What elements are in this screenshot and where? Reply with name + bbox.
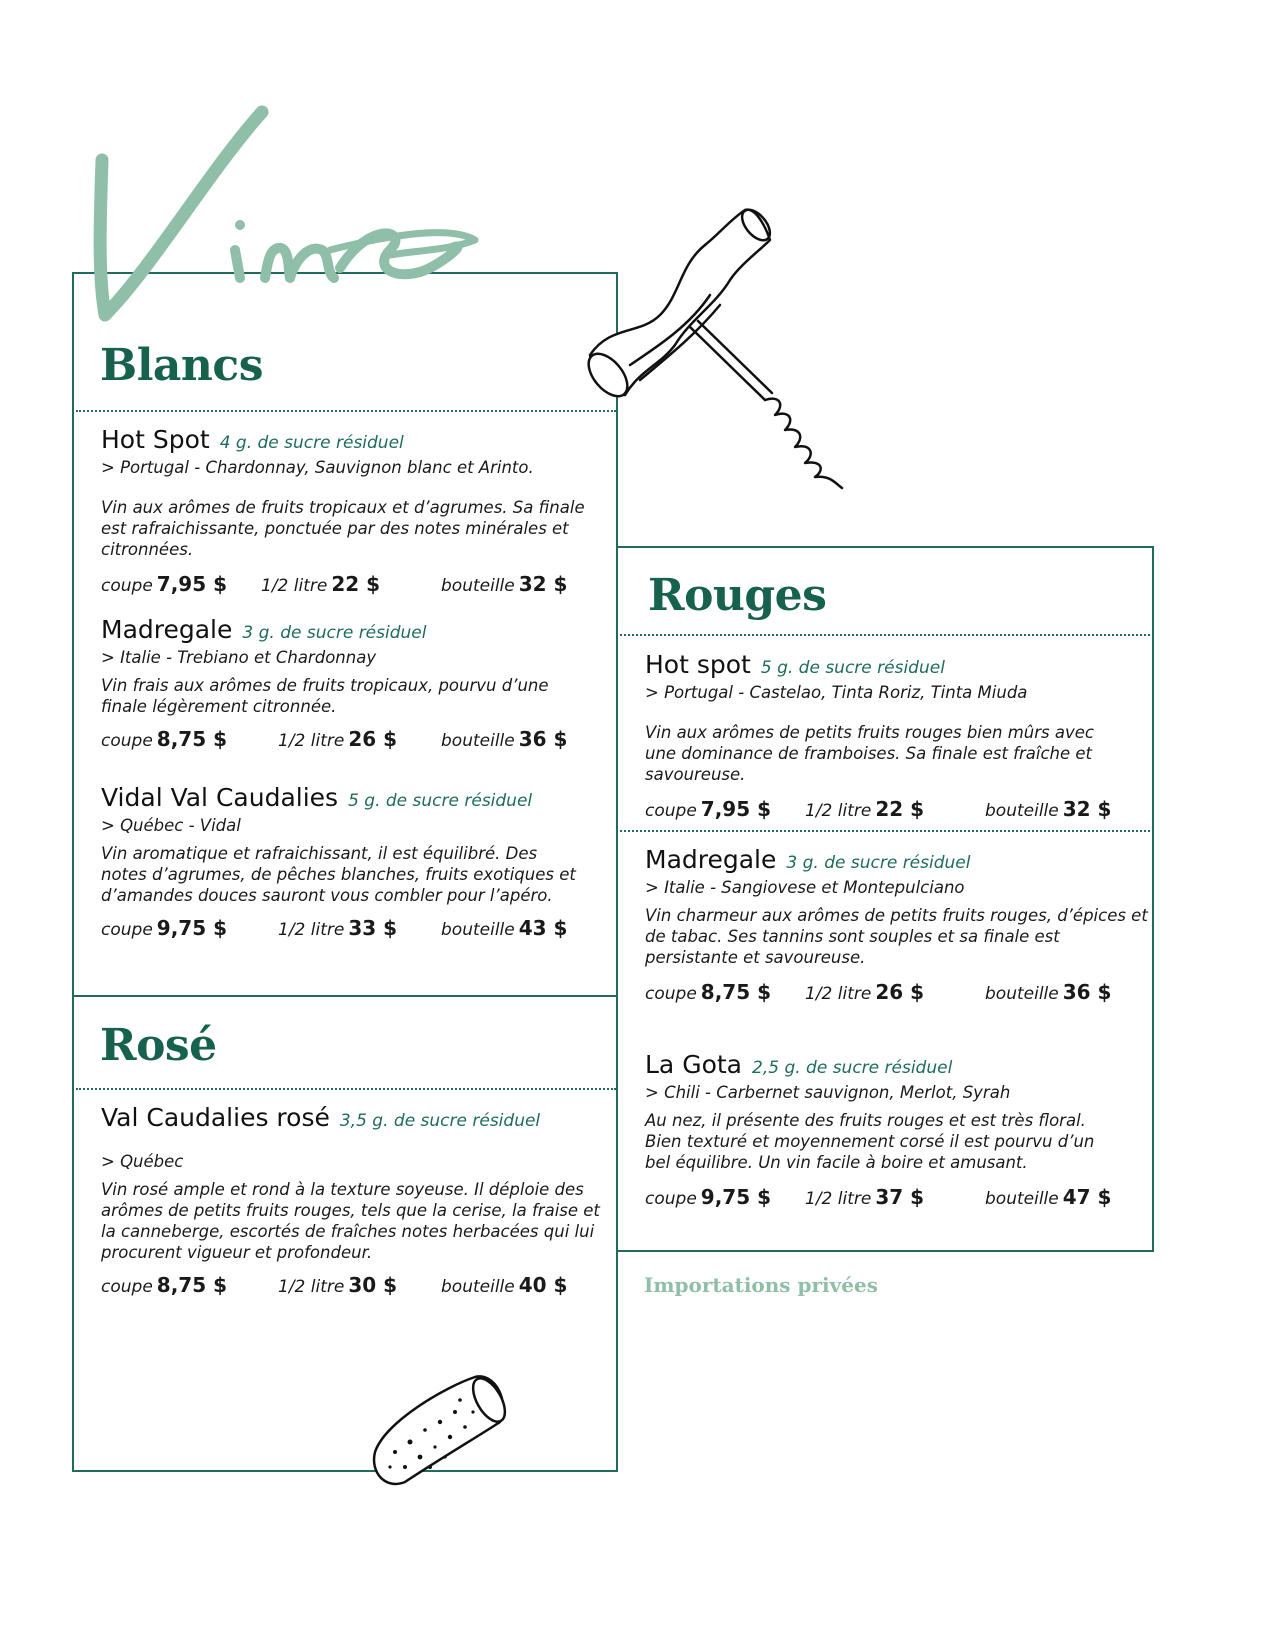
wine-description: Vin aux arômes de fruits tropicaux et d’agrumes. Sa finale est rafraichissante, ponctuée par des notes minérales et citronnées. — [101, 498, 585, 559]
blancs-dotted-divider — [76, 410, 616, 412]
wine-origin: > Italie - Trebiano et Chardonnay — [101, 648, 377, 667]
coupe-label: coupe — [101, 576, 153, 596]
bottle-price: 36 $ — [518, 727, 568, 751]
wine-prices — [101, 1273, 611, 1299]
vins-script-title — [90, 100, 490, 330]
half-litre-price: 26 $ — [348, 727, 398, 751]
wine-sugar: 5 g. de sucre résiduel — [348, 791, 533, 811]
bottle-label: bouteille — [441, 1277, 515, 1297]
wine-sugar: 3 g. de sucre résiduel — [786, 853, 971, 873]
wine-sugar: 4 g. de sucre résiduel — [219, 433, 404, 453]
wine-name: Madregale — [101, 615, 233, 644]
wine-prices — [645, 797, 1145, 823]
half-litre-label: 1/2 litre — [805, 1189, 872, 1209]
coupe-label: coupe — [101, 731, 153, 751]
half-litre-price: 22 $ — [331, 572, 381, 596]
rose-dotted-divider — [76, 1088, 616, 1090]
half-litre-price: 26 $ — [875, 980, 925, 1004]
bottle-label: bouteille — [441, 576, 515, 596]
coupe-label: coupe — [101, 920, 153, 940]
wine-origin: > Portugal - Chardonnay, Sauvignon blanc et Arinto. — [101, 458, 534, 477]
bottle-label: bouteille — [985, 984, 1059, 1004]
wine-sugar: 3 g. de sucre résiduel — [242, 623, 427, 643]
wine-entry-rouges-la-gota — [645, 1050, 1150, 1211]
bottle-label: bouteille — [985, 801, 1059, 821]
wine-description: Vin rosé ample et rond à la texture soyeuse. Il déploie des arômes de petits fruits rouges, tels que la cerise, la fraise et la canneberge, escortés de fraîches notes herbacées qui lui procurent vigueur et profondeur. — [101, 1180, 600, 1262]
bottle-label: bouteille — [985, 1189, 1059, 1209]
bottle-label: bouteille — [441, 731, 515, 751]
half-litre-label: 1/2 litre — [278, 920, 345, 940]
coupe-price: 9,75 $ — [700, 1185, 772, 1209]
wine-prices — [101, 916, 611, 942]
wine-description: Vin aromatique et rafraichissant, il est équilibré. Des notes d’agrumes, de pêches blanches, fruits exotiques et d’amandes douces sauront vous combler pour l’apéro. — [101, 844, 576, 905]
wine-origin: > Portugal - Castelao, Tinta Roriz, Tinta Miuda — [645, 683, 1028, 702]
wine-origin: > Italie - Sangiovese et Montepulciano — [645, 878, 965, 897]
bottle-price: 32 $ — [518, 572, 568, 596]
wine-sugar: 3,5 g. de sucre résiduel — [339, 1111, 541, 1131]
bottle-price: 47 $ — [1062, 1185, 1112, 1209]
wine-description: Vin charmeur aux arômes de petits fruits rouges, d’épices et de tabac. Ses tannins sont souples et sa finale est persistante et savoureuse. — [645, 906, 1148, 967]
rose-divider — [72, 995, 618, 997]
cork-icon — [365, 1372, 515, 1492]
wine-prices — [645, 1185, 1150, 1211]
wine-entry-rouges-madregale — [645, 845, 1150, 1006]
wine-name: Vidal Val Caudalies — [101, 783, 339, 812]
wine-prices — [101, 727, 611, 753]
half-litre-label: 1/2 litre — [805, 984, 872, 1004]
blancs-title: Blancs — [100, 340, 263, 391]
half-litre-label: 1/2 litre — [278, 731, 345, 751]
coupe-label: coupe — [645, 1189, 697, 1209]
corkscrew-icon — [580, 205, 890, 505]
wine-origin: > Chili - Carbernet sauvignon, Merlot, Syrah — [645, 1083, 1011, 1102]
wine-origin: > Québec — [101, 1152, 184, 1171]
rouges-dotted-divider-2 — [620, 830, 1150, 832]
wine-entry-blancs-hot-spot — [101, 425, 611, 598]
coupe-price: 8,75 $ — [700, 980, 772, 1004]
half-litre-price: 37 $ — [875, 1185, 925, 1209]
rose-title: Rosé — [100, 1020, 217, 1071]
half-litre-price: 22 $ — [875, 797, 925, 821]
bottle-price: 32 $ — [1062, 797, 1112, 821]
private-imports-note: Importations privées — [644, 1273, 878, 1297]
coupe-label: coupe — [645, 801, 697, 821]
half-litre-label: 1/2 litre — [278, 1277, 345, 1297]
half-litre-price: 33 $ — [348, 916, 398, 940]
coupe-price: 9,75 $ — [156, 916, 228, 940]
bottle-label: bouteille — [441, 920, 515, 940]
wine-prices — [101, 572, 611, 598]
wine-name: Madregale — [645, 845, 777, 874]
wine-entry-rose-val-caudalies — [101, 1103, 611, 1299]
wine-description: Vin frais aux arômes de fruits tropicaux, pourvu d’une finale légèrement citronnée. — [101, 676, 549, 716]
half-litre-price: 30 $ — [348, 1273, 398, 1297]
wine-entry-rouges-hot-spot — [645, 650, 1145, 823]
wine-sugar: 2,5 g. de sucre résiduel — [752, 1058, 953, 1078]
wine-name: Hot spot — [645, 650, 751, 679]
coupe-price: 8,75 $ — [156, 727, 228, 751]
coupe-label: coupe — [645, 984, 697, 1004]
coupe-price: 7,95 $ — [700, 797, 772, 821]
coupe-price: 7,95 $ — [156, 572, 228, 596]
bottle-price: 43 $ — [518, 916, 568, 940]
wine-name: Hot Spot — [101, 425, 210, 454]
wine-name: Val Caudalies rosé — [101, 1103, 330, 1132]
coupe-price: 8,75 $ — [156, 1273, 228, 1297]
half-litre-label: 1/2 litre — [805, 801, 872, 821]
wine-origin: > Québec - Vidal — [101, 816, 241, 835]
wine-description: Vin aux arômes de petits fruits rouges bien mûrs avec une dominance de framboises. Sa finale est fraîche et savoureuse. — [645, 723, 1094, 784]
bottle-price: 40 $ — [518, 1273, 568, 1297]
half-litre-label: 1/2 litre — [261, 576, 328, 596]
wine-entry-blancs-madregale — [101, 615, 611, 753]
coupe-label: coupe — [101, 1277, 153, 1297]
rouges-title: Rouges — [648, 570, 827, 621]
bottle-price: 36 $ — [1062, 980, 1112, 1004]
wine-description: Au nez, il présente des fruits rouges et est très floral. Bien texturé et moyennement corsé il est pourvu d’un bel équilibre. Un vin facile à boire et amusant. — [645, 1111, 1095, 1172]
rouges-dotted-divider — [620, 634, 1150, 636]
wine-name: La Gota — [645, 1050, 742, 1079]
wine-prices — [645, 980, 1150, 1006]
wine-entry-blancs-vidal — [101, 783, 611, 942]
wine-sugar: 5 g. de sucre résiduel — [760, 658, 945, 678]
